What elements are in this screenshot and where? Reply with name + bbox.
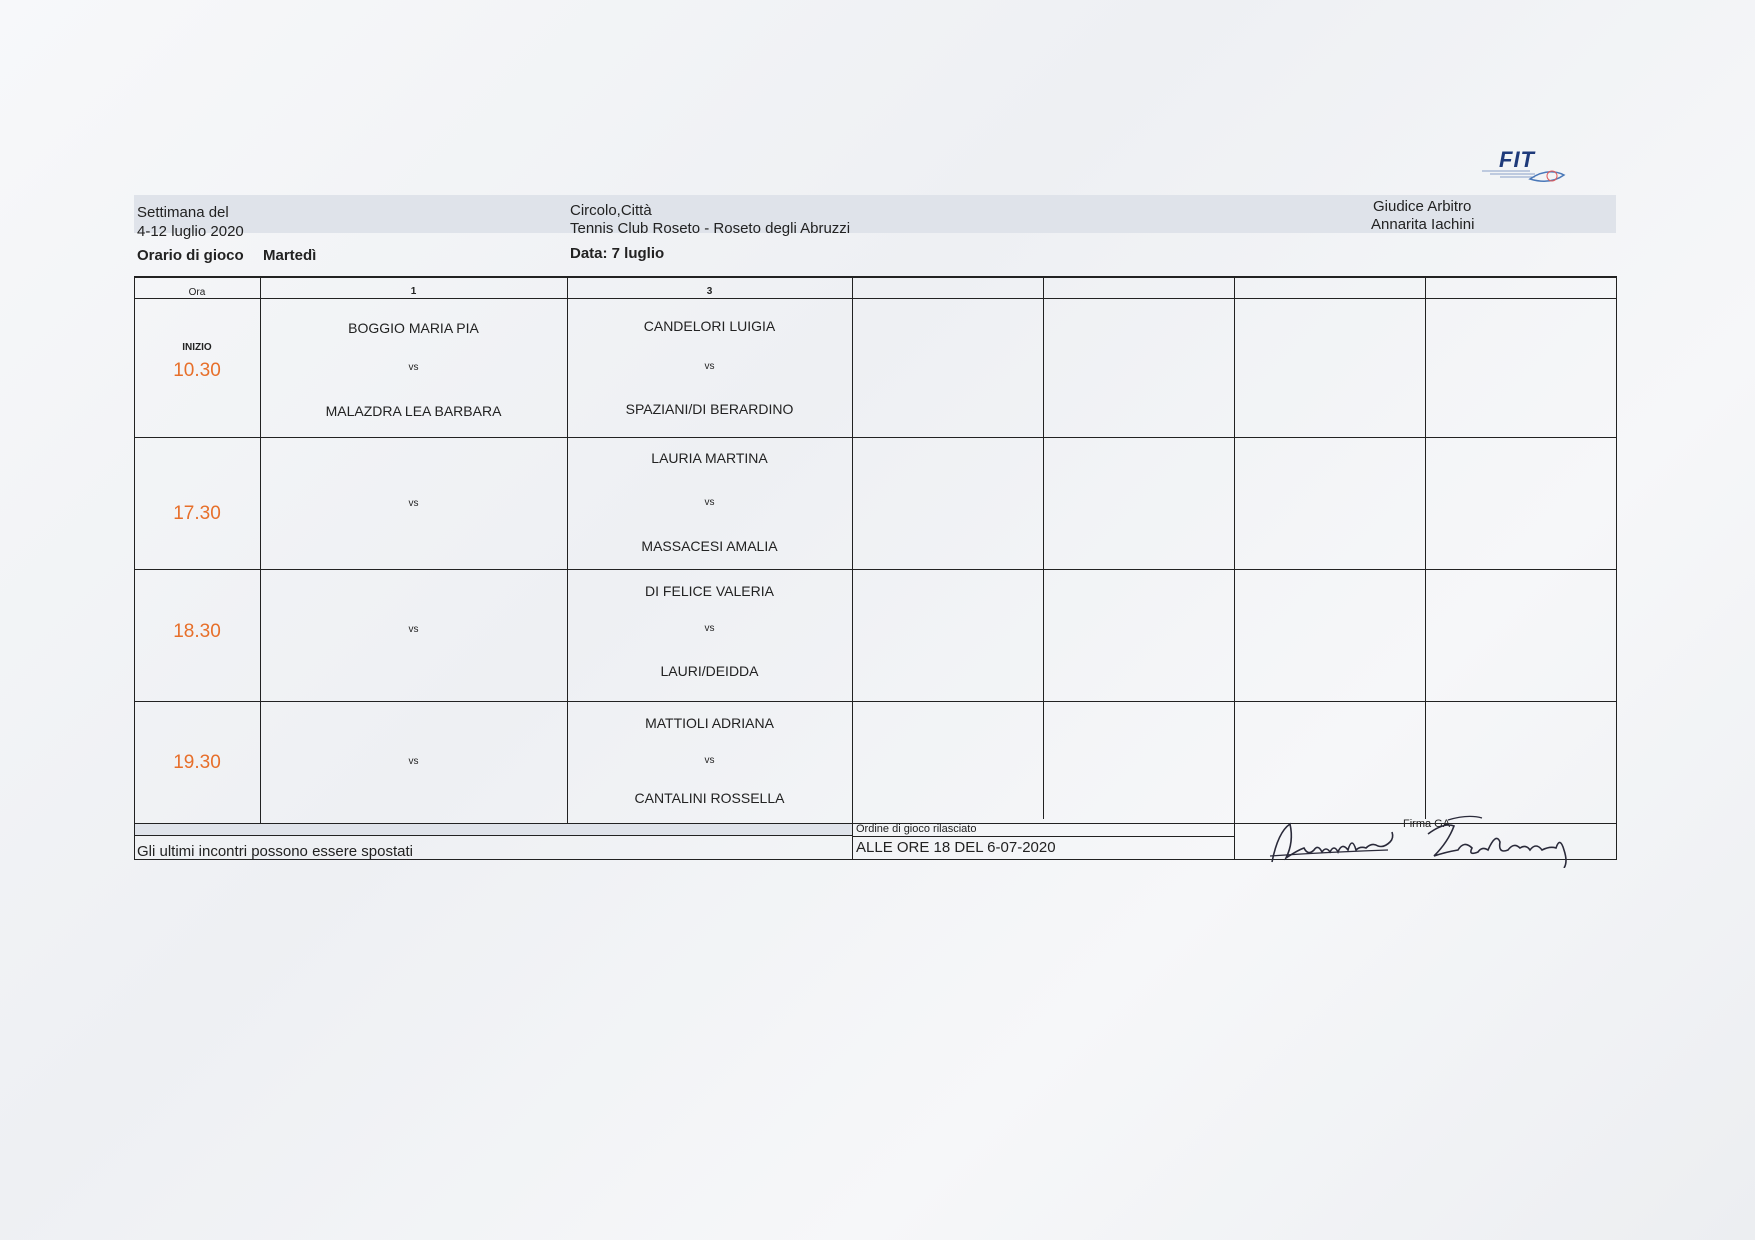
fit-logo	[1480, 147, 1580, 185]
court3-player-b: CANTALINI ROSSELLA	[634, 790, 785, 806]
court1-player-b: MALAZDRA LEA BARBARA	[325, 403, 502, 419]
referee-name: Annarita Iachini	[1371, 216, 1475, 233]
court3-player-b: LAURI/DEIDDA	[660, 663, 759, 679]
week-dates: 4-12 luglio 2020	[137, 223, 244, 240]
signature-label: Firma GA	[1403, 818, 1451, 830]
col-header-court-3: 3	[706, 286, 713, 297]
club-name: Tennis Club Roseto - Roseto degli Abruzzi	[570, 220, 851, 237]
vs-label: vs	[704, 755, 715, 766]
start-label: INIZIO	[182, 342, 212, 353]
order-label: Ordine di gioco rilasciato	[856, 823, 977, 835]
referee-label: Giudice Arbitro	[1373, 198, 1472, 215]
court3-player-a: MATTIOLI ADRIANA	[645, 715, 774, 731]
handwritten-signature	[1268, 812, 1608, 868]
order-time: ALLE ORE 18 DEL 6-07-2020	[856, 839, 1056, 856]
court1-player-a: BOGGIO MARIA PIA	[348, 320, 479, 336]
vs-label: vs	[408, 498, 419, 509]
row-time: 17.30	[173, 503, 221, 524]
vs-label: vs	[408, 756, 419, 767]
vs-label: vs	[408, 362, 419, 373]
court3-player-a: CANDELORI LUIGIA	[643, 318, 776, 334]
footer-note: Gli ultimi incontri possono essere spostati	[137, 843, 413, 860]
court3-player-b: MASSACESI AMALIA	[641, 538, 778, 554]
court3-player-a: LAURIA MARTINA	[651, 450, 768, 466]
row-time: 19.30	[173, 752, 221, 773]
col-header-court-1: 1	[410, 286, 417, 297]
vs-label: vs	[704, 497, 715, 508]
vs-label: vs	[408, 624, 419, 635]
row-time: 18.30	[173, 621, 221, 642]
court3-player-a: DI FELICE VALERIA	[645, 583, 774, 599]
schedule-label: Orario di gioco	[137, 247, 244, 264]
logo-text: FIT	[1499, 147, 1535, 172]
col-header-ora: Ora	[188, 287, 206, 298]
vs-label: vs	[704, 623, 715, 634]
date-label: Data: 7 luglio	[570, 245, 665, 262]
club-label: Circolo,Città	[570, 202, 652, 219]
court3-player-b: SPAZIANI/DI BERARDINO	[625, 401, 794, 417]
day-label: Martedì	[263, 247, 317, 264]
vs-label: vs	[704, 361, 715, 372]
week-label: Settimana del	[137, 204, 229, 221]
logo-swoosh-icon	[1480, 161, 1580, 185]
row-time: 10.30	[173, 360, 221, 381]
